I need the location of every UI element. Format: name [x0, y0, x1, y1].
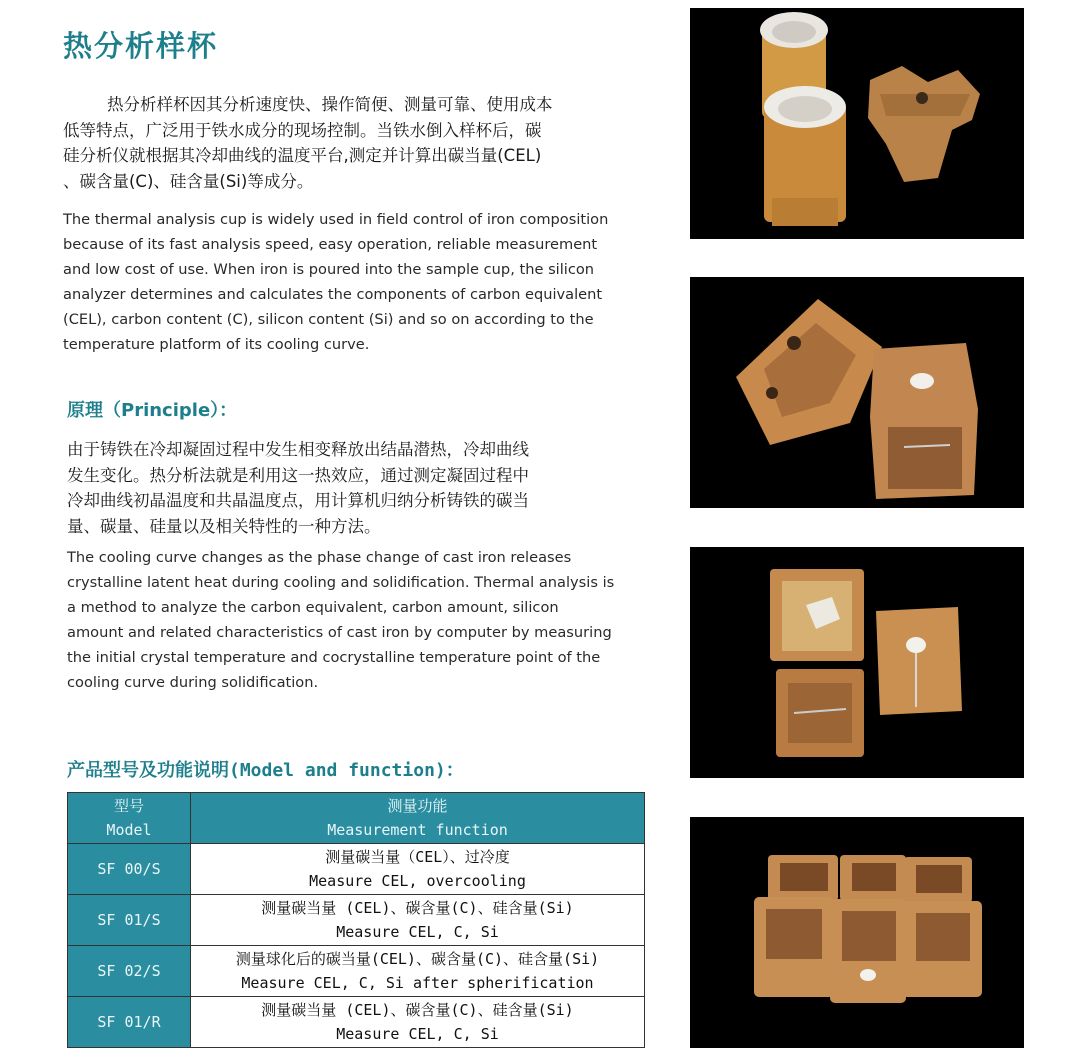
- function-en: Measure CEL, C, Si: [336, 1025, 499, 1043]
- intro-cn-line: 低等特点，广泛用于铁水成分的现场控制。当铁水倒入样杯后，碳: [63, 120, 542, 140]
- intro-en-line: and low cost of use. When iron is poured into the sample cup, the silicon: [63, 261, 595, 278]
- model-header-cell: [68, 793, 191, 844]
- principle-cn-line: 量、碳量、硅量以及相关特性的一种方法。: [67, 516, 381, 536]
- model-cell: SF 01/S: [68, 895, 191, 946]
- model-function-table: [67, 792, 645, 1048]
- function-cell: [191, 844, 645, 895]
- function-en: Measure CEL, C, Si: [336, 923, 499, 941]
- intro-cn-line: 、碳含量(C)、硅含量(Si)等成分。: [63, 171, 314, 191]
- table-row: [68, 844, 645, 895]
- page-title: 热分析样杯: [63, 29, 219, 63]
- product-photo-cylinder-cups: [690, 8, 1024, 239]
- principle-en-line: amount and related characteristics of cast iron by computer by measuring: [67, 624, 612, 641]
- function-cell: [191, 895, 645, 946]
- function-header-cell: [191, 793, 645, 844]
- intro-en-paragraph: [63, 207, 663, 357]
- function-cn: 测量碳当量（CEL）、过冷度: [325, 848, 510, 866]
- intro-cn-line: 热分析样杯因其分析速度快、操作简便、测量可靠、使用成本: [107, 95, 553, 114]
- table-row: [68, 946, 645, 997]
- function-en: Measure CEL, C, Si after spherification: [241, 974, 594, 992]
- principle-en-line: the initial crystal temperature and cocrystalline temperature point of the: [67, 649, 601, 666]
- function-cn: 测量球化后的碳当量(CEL)、碳含量(C)、硅含量(Si): [235, 950, 600, 968]
- product-photo-open-moulds: [690, 547, 1024, 778]
- function-cell: [191, 997, 645, 1048]
- function-cell: [191, 946, 645, 997]
- principle-cn-line: 由于铸铁在冷却凝固过程中发生相变释放出结晶潜热，冷却曲线: [67, 440, 529, 459]
- function-header-cn: 测量功能: [387, 797, 448, 815]
- model-header-en: Model: [106, 821, 152, 839]
- intro-en-line: because of its fast analysis speed, easy operation, reliable measurement: [63, 236, 598, 253]
- intro-cn-line: 硅分析仪就根据其冷却曲线的温度平台,测定并计算出碳当量(CEL): [63, 146, 542, 165]
- product-photo-cup-grid: [690, 817, 1024, 1048]
- table-header-row: [68, 793, 645, 844]
- model-heading: 产品型号及功能说明(Model and function)：: [67, 760, 464, 781]
- principle-heading: 原理（Principle）：: [67, 400, 238, 421]
- function-cn: 测量碳当量 (CEL)、碳含量(C)、硅含量(Si): [261, 899, 574, 917]
- table-row: [68, 895, 645, 946]
- function-en: Measure CEL, overcooling: [309, 872, 526, 890]
- principle-en-line: The cooling curve changes as the phase change of cast iron releases: [67, 549, 572, 566]
- table-row: [68, 997, 645, 1048]
- model-cell: SF 01/R: [68, 997, 191, 1048]
- principle-cn-line: 发生变化。热分析法就是利用这一热效应，通过测定凝固过程中: [67, 465, 529, 485]
- principle-en-line: cooling curve during solidification.: [67, 674, 319, 691]
- principle-cn-paragraph: [67, 437, 667, 539]
- model-cell: SF 00/S: [68, 844, 191, 895]
- principle-en-line: a method to analyze the carbon equivalent, carbon amount, silicon: [67, 599, 559, 616]
- model-header-cn: 型号: [113, 797, 144, 815]
- principle-en-paragraph: [67, 545, 667, 695]
- function-header-en: Measurement function: [327, 821, 508, 839]
- intro-cn-paragraph: [63, 92, 663, 194]
- intro-en-line: temperature platform of its cooling curve.: [63, 336, 370, 353]
- principle-cn-line: 冷却曲线初晶温度和共晶温度点，用计算机归纳分析铸铁的碳当: [67, 491, 529, 510]
- intro-en-line: The thermal analysis cup is widely used in field control of iron composition: [63, 211, 609, 228]
- intro-en-line: analyzer determines and calculates the components of carbon equivalent: [63, 286, 603, 303]
- product-photo-square-moulds: [690, 277, 1024, 508]
- intro-en-line: (CEL), carbon content (C), silicon content (Si) and so on according to the: [63, 311, 594, 328]
- model-cell: SF 02/S: [68, 946, 191, 997]
- function-cn: 测量碳当量 (CEL)、碳含量(C)、硅含量(Si): [261, 1001, 574, 1019]
- principle-en-line: crystalline latent heat during cooling and solidification. Thermal analysis is: [67, 574, 615, 591]
